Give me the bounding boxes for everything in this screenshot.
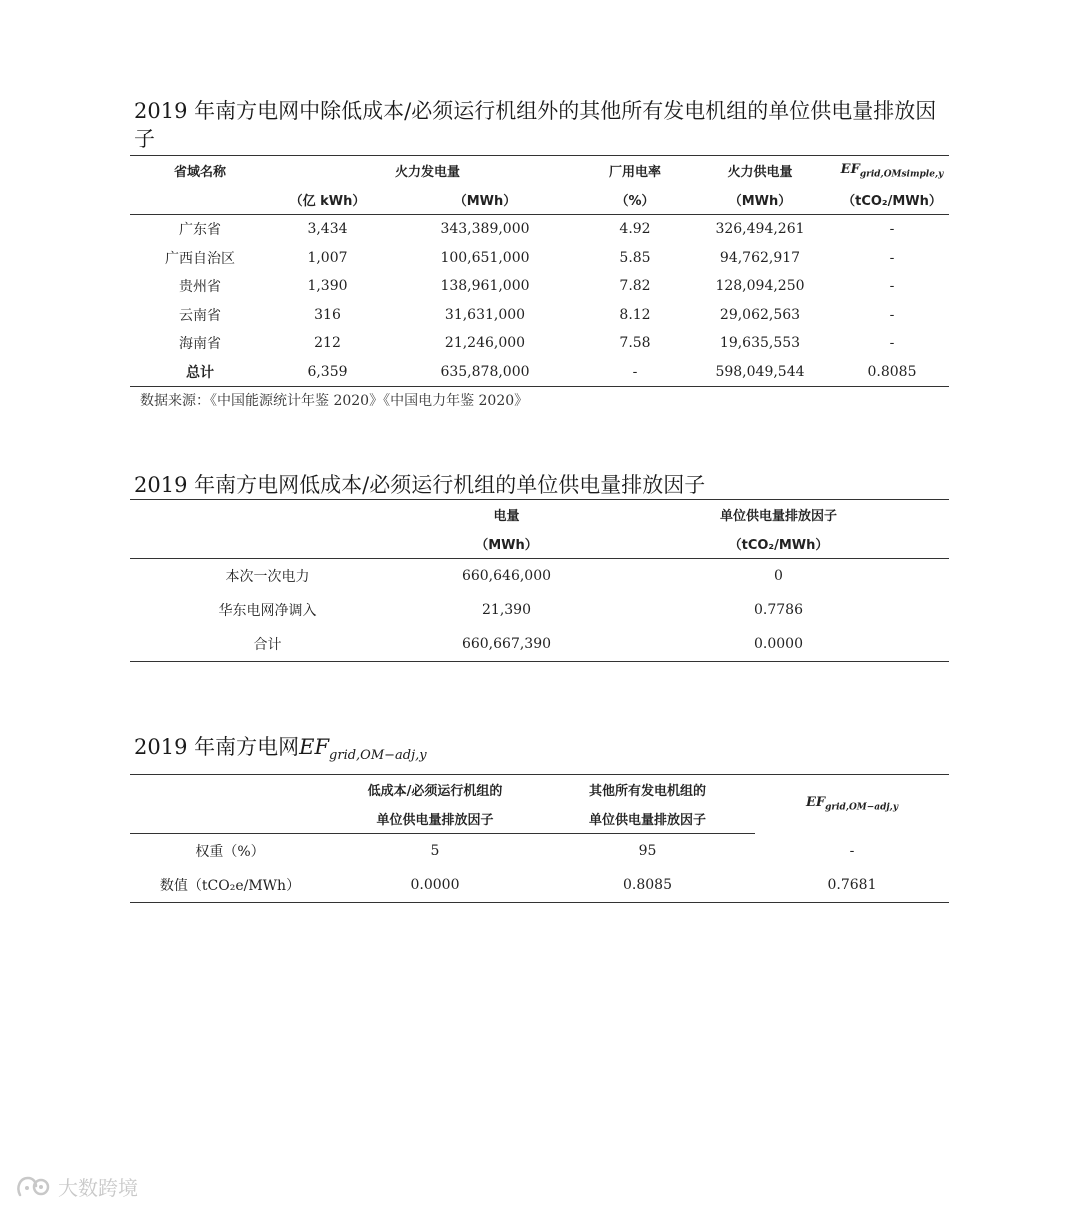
cell-ef: - xyxy=(889,249,895,266)
cell-ef: - xyxy=(889,306,895,323)
table-row xyxy=(130,329,949,358)
cell-c2: 0.8085 xyxy=(623,877,672,893)
header-unit-pct: （%） xyxy=(585,185,685,215)
table-other-units-ef xyxy=(130,155,949,387)
brand-logo-icon xyxy=(14,1173,54,1201)
cell-ef: 0.0000 xyxy=(754,636,803,652)
cell-supply: 128,094,250 xyxy=(715,278,805,295)
cell-rate: 8.12 xyxy=(619,306,651,323)
table-row xyxy=(130,215,949,244)
table-row xyxy=(130,834,949,869)
section3-title xyxy=(134,733,427,770)
header-blank xyxy=(130,500,405,530)
header-energy: 电量 xyxy=(493,509,520,524)
cell-yi: 316 xyxy=(314,306,341,323)
header-unit-mwh: （MWh） xyxy=(385,185,585,215)
cell-c3: 0.7681 xyxy=(827,877,877,893)
header-thermal-gen: 火力发电量 xyxy=(394,165,460,180)
cell-rate: - xyxy=(632,363,638,380)
header-energy-unit: （MWh） xyxy=(405,529,608,559)
watermark-text: 大数跨境 xyxy=(58,1176,138,1200)
cell-yi: 1,007 xyxy=(307,249,348,266)
cell-mwh: 138,961,000 xyxy=(440,278,530,295)
table-row xyxy=(130,301,949,330)
header-blank xyxy=(130,804,330,834)
cell-mwh: 31,631,000 xyxy=(444,306,526,323)
cell-name: 权重（%） xyxy=(195,844,265,860)
table-row xyxy=(130,244,949,273)
section3-title-prefix: 2019 年南方电网 xyxy=(134,735,300,759)
section2-title: 2019 年南方电网低成本/必须运行机组的单位供电量排放因子 xyxy=(134,473,706,497)
cell-mwh: 635,878,000 xyxy=(440,363,530,380)
cell-ef: - xyxy=(889,278,895,295)
cell-supply: 29,062,563 xyxy=(719,306,801,323)
cell-ef: 0.8085 xyxy=(867,363,917,380)
cell-province: 云南省 xyxy=(179,307,221,324)
section3-title-sub: grid,OM−adj,y xyxy=(329,748,427,764)
header-aux-rate: 厂用电率 xyxy=(608,165,661,180)
cell-supply: 94,762,917 xyxy=(719,249,801,266)
table-row xyxy=(130,593,949,627)
cell-province: 海南省 xyxy=(179,336,221,353)
cell-yi: 6,359 xyxy=(307,363,348,380)
header-unit-yi: （亿 kWh） xyxy=(270,185,385,215)
header-province: 省域名称 xyxy=(173,165,226,180)
cell-supply: 19,635,553 xyxy=(719,335,801,352)
cell-rate: 7.58 xyxy=(619,335,651,352)
header-blank xyxy=(130,775,330,805)
cell-ef: - xyxy=(889,335,895,352)
header-unit-ef: （tCO₂/MWh） xyxy=(835,185,949,215)
section1-title: 2019 年南方电网中除低成本/必须运行机组外的其他所有发电机组的单位供电量排放因子 xyxy=(134,99,937,151)
cell-c2: 95 xyxy=(638,843,657,859)
cell-name: 华东电网净调入 xyxy=(218,603,317,619)
header-col1-line1: 低成本/必须运行机组的 xyxy=(367,784,503,799)
header-ef-unit: （tCO₂/MWh） xyxy=(608,529,949,559)
header-col1-line2: 单位供电量排放因子 xyxy=(330,804,540,834)
cell-c1: 5 xyxy=(430,843,440,859)
cell-yi: 1,390 xyxy=(307,278,348,295)
table-low-cost-ef xyxy=(130,499,949,662)
header-thermal-supply: 火力供电量 xyxy=(727,165,793,180)
cell-c1: 0.0000 xyxy=(410,877,460,893)
table-row xyxy=(130,627,949,662)
header-ef-simple: $EF_{grid,OMsimple,y}$ xyxy=(840,161,944,180)
header-blank xyxy=(130,529,405,559)
section3-title-ef: EF xyxy=(299,735,330,759)
cell-province: 贵州省 xyxy=(179,279,221,296)
cell-name: 数值（tCO₂e/MWh） xyxy=(159,878,301,894)
cell-ef: 0 xyxy=(774,568,783,584)
header-unit-mwh2: （MWh） xyxy=(685,185,835,215)
table-row xyxy=(130,272,949,301)
cell-province: 广东省 xyxy=(179,222,221,239)
table-row-total xyxy=(130,358,949,387)
cell-yi: 212 xyxy=(314,335,341,352)
cell-ef: - xyxy=(889,221,895,238)
watermark xyxy=(14,1172,138,1201)
header-blank xyxy=(130,185,270,215)
cell-mwh: 343,389,000 xyxy=(440,221,530,238)
cell-mwh: 21,246,000 xyxy=(444,335,526,352)
cell-rate: 5.85 xyxy=(619,249,651,266)
cell-energy: 660,667,390 xyxy=(461,636,552,652)
cell-ef: 0.7786 xyxy=(754,602,803,618)
table-om-adj xyxy=(130,774,949,903)
cell-name: 合计 xyxy=(253,637,282,653)
cell-province: 广西自治区 xyxy=(165,250,235,267)
cell-mwh: 100,651,000 xyxy=(440,249,530,266)
cell-supply: 598,049,544 xyxy=(715,363,805,380)
cell-energy: 21,390 xyxy=(482,602,531,618)
table-row xyxy=(130,868,949,903)
cell-c3: - xyxy=(849,842,855,859)
cell-supply: 326,494,261 xyxy=(715,221,805,238)
header-col2-line1: 其他所有发电机组的 xyxy=(588,784,706,799)
table-row xyxy=(130,559,949,594)
cell-energy: 660,646,000 xyxy=(461,568,552,584)
cell-rate: 4.92 xyxy=(619,221,651,238)
header-ef: 单位供电量排放因子 xyxy=(719,509,837,524)
header-col2-line2: 单位供电量排放因子 xyxy=(540,804,755,834)
data-source-note: 数据来源：《中国能源统计年鉴 2020》《中国电力年鉴 2020》 xyxy=(140,393,529,409)
cell-province: 总计 xyxy=(186,364,214,381)
cell-rate: 7.82 xyxy=(619,278,651,295)
cell-yi: 3,434 xyxy=(307,221,348,238)
cell-name: 本次一次电力 xyxy=(225,569,310,585)
header-col3: $EF_{grid,OM-adj,y}$ xyxy=(805,795,899,814)
